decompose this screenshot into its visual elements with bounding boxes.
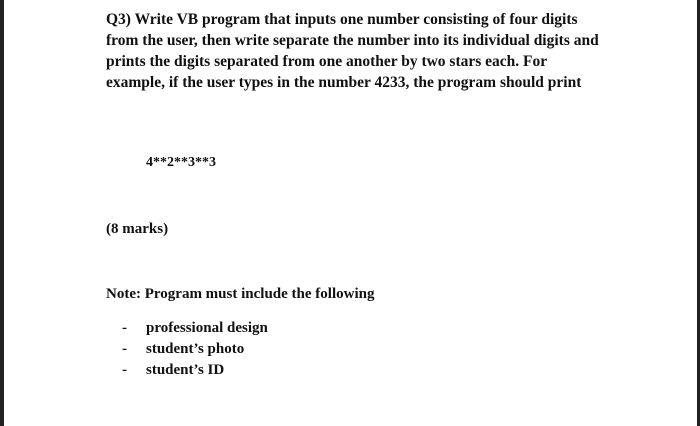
left-edge-border <box>0 0 4 426</box>
list-item <box>122 360 268 381</box>
bullet-dash: - <box>122 320 127 336</box>
requirement-label: professional design <box>146 320 268 336</box>
requirement-label: student’s photo <box>146 341 245 357</box>
list-item <box>122 318 268 339</box>
question-text: Q3) Write VB program that inputs one number consisting of four digits from the user, then write separate the number into its individual digits and prints the digits separated from one another by two stars each. For example, if the user types in the number 4233, the program should print <box>106 11 599 91</box>
bullet-dash: - <box>122 362 127 378</box>
list-item <box>122 339 268 360</box>
bullet-dash: - <box>122 341 127 357</box>
note-heading: Note: Program must include the following <box>106 286 375 302</box>
requirement-label: student’s ID <box>146 362 225 378</box>
marks-label: (8 marks) <box>106 221 169 237</box>
example-output: 4**2**3**3 <box>146 155 216 170</box>
requirements-list <box>122 318 268 381</box>
